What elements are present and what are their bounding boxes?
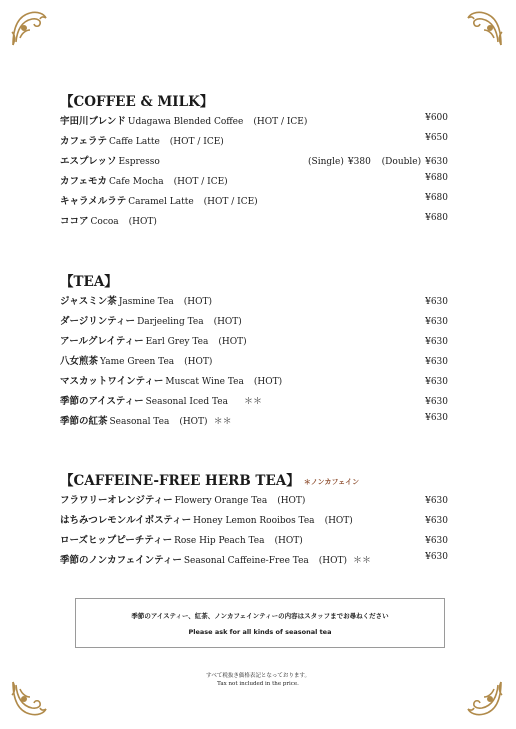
non-caffeine-note: ＊ノンカフェイン: [303, 477, 360, 486]
menu-item: [60, 511, 448, 531]
menu-item: [60, 531, 448, 551]
item-temperature: (HOT): [318, 556, 348, 566]
item-temperature: (HOT): [274, 536, 303, 546]
item-name-jp: キャラメルラテ: [60, 196, 127, 207]
menu-item: [60, 212, 448, 232]
item-name-jp: マスカットワインティー: [60, 376, 164, 387]
item-name-jp: 八女煎茶: [60, 356, 99, 367]
single-label: (Single): [308, 157, 344, 167]
item-temperature: (HOT / ICE): [173, 177, 228, 187]
coffee-milk-section: [60, 92, 448, 232]
menu-item: [60, 491, 448, 511]
item-temperature: (HOT): [253, 377, 283, 387]
item-price: ¥630: [425, 297, 448, 307]
tea-heading: 【TEA】: [60, 274, 118, 290]
item-price: ¥600: [425, 113, 448, 123]
item-temperature: (HOT): [128, 217, 157, 227]
menu-item: [60, 412, 448, 432]
item-temperature: (HOT): [213, 317, 242, 327]
item-name-jp: はちみつレモンルイボスティー: [60, 515, 192, 526]
item-price: ¥630: [425, 377, 448, 387]
item-name-jp: カフェモカ: [60, 176, 108, 187]
item-name-en: Cafe Mocha: [109, 177, 164, 187]
menu-item: [60, 292, 448, 312]
item-name-jp: 季節のノンカフェインティー: [60, 555, 182, 566]
coffee-milk-heading: 【COFFEE & MILK】: [60, 94, 214, 110]
item-name-en: Darjeeling Tea: [137, 317, 204, 327]
item-price: ¥630: [425, 357, 448, 367]
item-price: ¥630: [425, 317, 448, 327]
herb-tea-heading: [60, 471, 448, 491]
menu-item: [60, 392, 448, 412]
item-name-en: Yame Green Tea: [100, 357, 175, 367]
item-temperature: (HOT): [179, 417, 208, 427]
double-price: ¥630: [425, 157, 448, 167]
item-price: ¥630: [425, 552, 448, 562]
menu-item: [60, 551, 448, 571]
item-name-en: Caffe Latte: [109, 137, 160, 147]
item-name-jp: エスプレッソ: [60, 156, 117, 167]
item-price: ¥680: [425, 173, 448, 183]
menu-item-espresso: [60, 152, 448, 172]
item-name-jp: カフェラテ: [60, 136, 108, 147]
item-name-jp: 宇田川ブレンド: [60, 116, 126, 127]
notice-text-jp: 季節のアイスティー、紅茶、ノンカフェインティーの内容はスタッフまでお尋ねください: [131, 612, 389, 620]
menu-item: [60, 192, 448, 212]
item-suffix: ＊＊: [353, 556, 372, 566]
item-name-jp: アールグレイティー: [60, 336, 144, 347]
item-name-jp: ジャスミン茶: [60, 296, 117, 307]
menu-item: [60, 112, 448, 132]
single-price: ¥380: [347, 157, 371, 167]
menu-item: [60, 172, 448, 192]
item-name-en: Flowery Orange Tea: [174, 496, 268, 506]
item-name-jp: ココア: [60, 216, 89, 227]
tax-footer: [0, 672, 516, 688]
item-name-jp: フラワリーオレンジティー: [60, 495, 173, 506]
item-name-en: Seasonal Caffeine-Free Tea: [183, 556, 309, 566]
menu-item: [60, 332, 448, 352]
item-temperature: (HOT): [277, 496, 306, 506]
corner-ornament-top-right-icon: [464, 8, 504, 48]
item-name-en: Cocoa: [90, 217, 119, 227]
herb-tea-section: [60, 471, 448, 571]
item-suffix: ＊＊: [213, 417, 232, 427]
item-name-en: Espresso: [118, 157, 160, 167]
item-temperature: (HOT): [184, 357, 213, 367]
item-name-en: Rose Hip Peach Tea: [174, 536, 265, 546]
item-temperature: (HOT / ICE): [169, 137, 224, 147]
item-name-jp: 季節の紅茶: [60, 416, 108, 427]
item-temperature: (HOT): [218, 337, 247, 347]
item-name-jp: ダージリンティー: [60, 316, 136, 327]
item-price: ¥630: [425, 516, 448, 526]
item-temperature: (HOT): [324, 516, 353, 526]
seasonal-tea-notice-box: [75, 598, 445, 648]
corner-ornament-top-left-icon: [10, 8, 50, 48]
menu-item: [60, 132, 448, 152]
item-price: ¥630: [425, 397, 448, 407]
item-price: ¥680: [425, 213, 448, 223]
herb-tea-heading-text: 【CAFFEINE-FREE HERB TEA】: [60, 473, 300, 489]
item-price: ¥630: [425, 413, 448, 423]
item-price: ¥650: [425, 133, 448, 143]
item-name-en: Honey Lemon Rooibos Tea: [193, 516, 315, 526]
menu-item: [60, 312, 448, 332]
item-price: ¥630: [425, 496, 448, 506]
item-temperature: (HOT / ICE): [203, 197, 258, 207]
menu-item: [60, 352, 448, 372]
item-name-en: Jasmine Tea: [118, 297, 174, 307]
double-label: (Double): [381, 157, 422, 167]
item-temperature: (HOT): [183, 297, 213, 307]
item-price: ¥630: [425, 536, 448, 546]
notice-text-en: Please ask for all kinds of seasonal tea: [188, 628, 332, 636]
item-name-en: Muscat Wine Tea: [165, 377, 244, 387]
item-name-en: Earl Grey Tea: [145, 337, 209, 347]
item-price: ¥630: [425, 337, 448, 347]
item-name-en: Seasonal Tea: [109, 417, 170, 427]
tea-section: [60, 272, 448, 432]
item-temperature: (HOT / ICE): [253, 117, 308, 127]
menu-item: [60, 372, 448, 392]
tax-note-jp: すべて税抜き価格表記となっております。: [206, 673, 310, 679]
item-name-jp: 季節のアイスティー: [60, 396, 144, 407]
tax-note-en: Tax not included in the price.: [217, 681, 299, 687]
item-name-jp: ローズヒップピーチティー: [60, 535, 173, 546]
item-name-en: Seasonal Iced Tea: [145, 397, 228, 407]
item-name-en: Udagawa Blended Coffee: [127, 117, 244, 127]
item-price: ¥680: [425, 193, 448, 203]
item-suffix: ＊＊: [243, 397, 262, 407]
item-name-en: Caramel Latte: [128, 197, 194, 207]
